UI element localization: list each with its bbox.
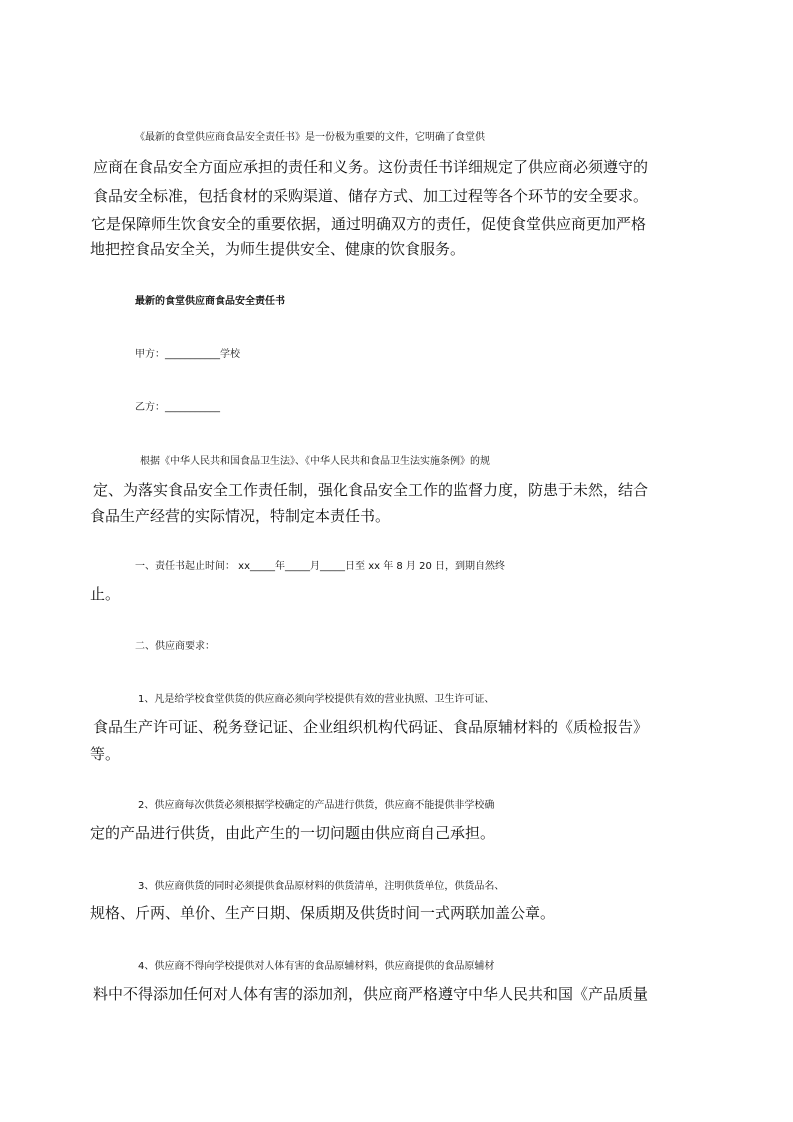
party-b: 乙方：___________ — [135, 402, 220, 413]
intro-line: 《最新的食堂供应商食品安全责任书》是一份极为重要的文件，它明确了食堂供 — [135, 132, 485, 143]
section1-line: 一、责任书起止时间： xx_____年_____月_____日至 xx 年 8 月 20 日，到期自然终 — [135, 561, 506, 572]
item-line: 等。 — [90, 745, 121, 763]
item-line: 规格、斤两、单价、生产日期、保质期及供货时间一式两联加盖公章。 — [90, 904, 556, 922]
section1-line: 止。 — [90, 585, 121, 603]
preamble-line: 根据《中华人民共和国食品卫生法》、《中华人民共和食品卫生法实施条例》的规 — [140, 456, 490, 467]
preamble-line: 食品生产经营的实际情况，特制定本责任书。 — [90, 507, 391, 525]
intro-line: 它是保障师生饮食安全的重要依据，通过明确双方的责任，促使食堂供应商更加严格 — [91, 215, 647, 233]
intro-line: 应商在食品安全方面应承担的责任和义务。这份责任书详细规定了供应商必须遵守的 — [93, 158, 649, 176]
preamble-line: 定、为落实食品安全工作责任制，强化食品安全工作的监督力度，防患于未然，结合 — [93, 481, 649, 499]
item-line: 定的产品进行供货，由此产生的一切问题由供应商自己承担。 — [90, 824, 496, 842]
intro-line: 食品安全标准，包括食材的采购渠道、储存方式、加工过程等各个环节的安全要求。 — [93, 187, 649, 205]
item-line: 2、供应商每次供货必须根据学校确定的产品进行供货，供应商不能提供非学校确 — [138, 800, 495, 811]
item-line: 1、凡是给学校食堂供货的供应商必须向学校提供有效的营业执照、卫生许可证、 — [138, 694, 495, 705]
item-line: 食品生产许可证、税务登记证、企业组织机构代码证、食品原辅材料的《质检报告》 — [93, 718, 649, 736]
item-line: 料中不得添加任何对人体有害的添加剂，供应商严格遵守中华人民共和国《产品质量 — [93, 985, 649, 1003]
document-title: 最新的食堂供应商食品安全责任书 — [135, 296, 285, 307]
section2-heading: 二、供应商要求： — [135, 641, 215, 652]
item-line: 4、供应商不得向学校提供对人体有害的食品原辅材料，供应商提供的食品原辅材 — [138, 961, 495, 972]
item-line: 3、供应商供货的同时必须提供食品原材料的供货清单，注明供货单位，供货品名、 — [138, 881, 505, 892]
intro-line: 地把控食品安全关，为师生提供安全、健康的饮食服务。 — [90, 240, 466, 258]
party-a: 甲方：___________学校 — [135, 349, 240, 360]
